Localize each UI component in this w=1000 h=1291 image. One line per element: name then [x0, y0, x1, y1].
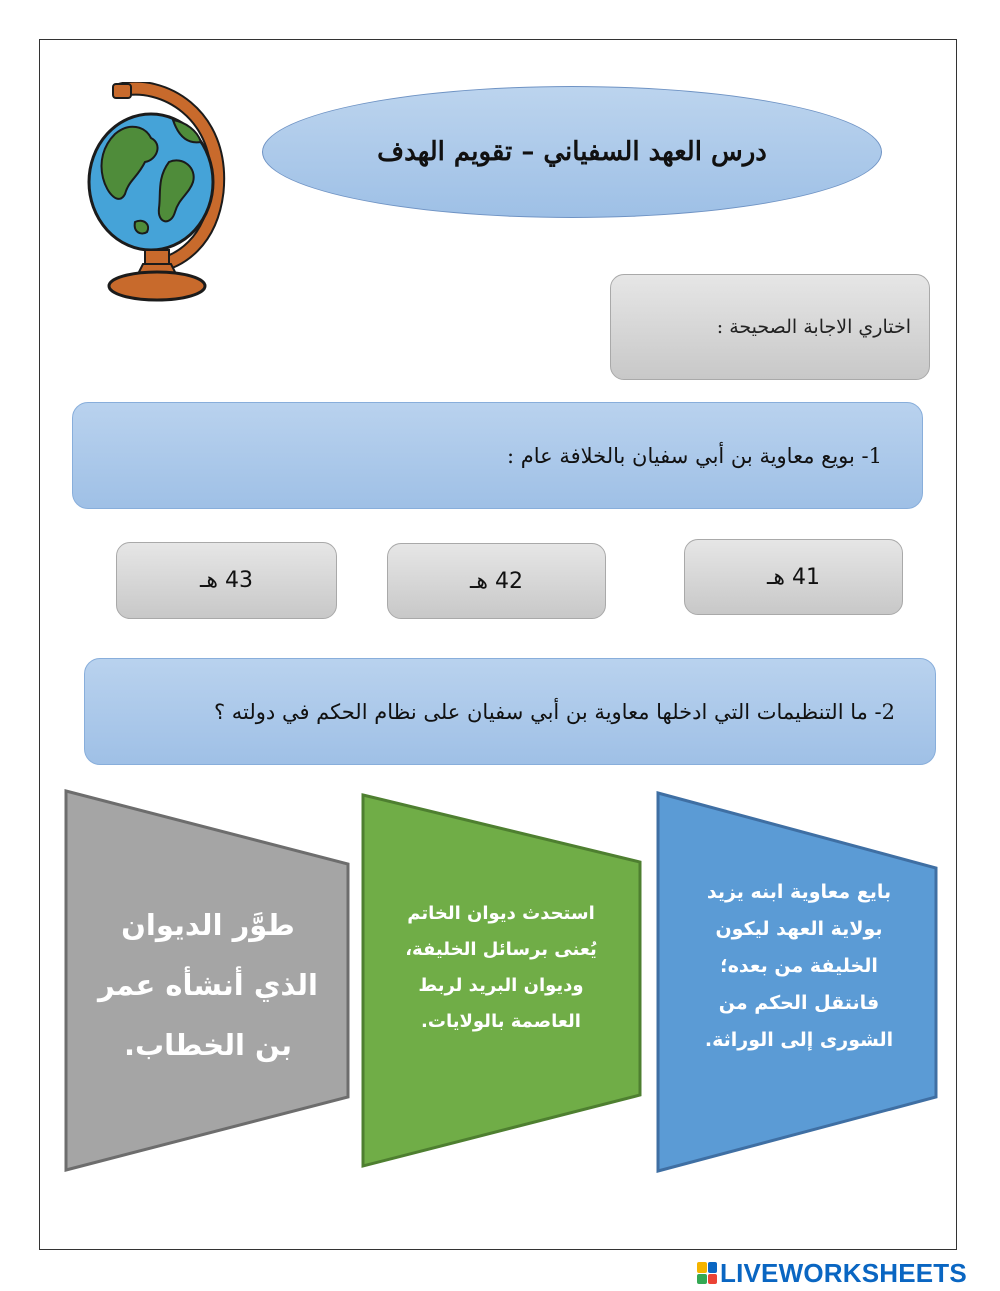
- card-line: بايع معاوية ابنه يزيد: [706, 881, 892, 903]
- card-line: بولاية العهد ليكون: [715, 918, 883, 940]
- option-label: 42 هـ: [469, 568, 524, 594]
- page-title: درس العهد السفياني – تقويم الهدف: [377, 137, 767, 167]
- card-line: الذي أنشأه عمر: [98, 968, 318, 1002]
- question-1-text: 1- بويع معاوية بن أبي سفيان بالخلافة عام :: [506, 443, 882, 468]
- option-label: 41 هـ: [766, 564, 821, 590]
- option-label: 43 هـ: [199, 568, 254, 593]
- brand-footer: [697, 1258, 967, 1288]
- card-line: استحدث ديوان الخاتم: [407, 903, 595, 924]
- card-line: يُعنى برسائل الخليفة،: [405, 939, 597, 960]
- card-line: الخليفة من بعده؛: [720, 955, 878, 977]
- question-2-text: 2- ما التنظيمات التي ادخلها معاوية بن أبي سفيان على نظام الحكم في دولته ؟: [213, 699, 895, 724]
- card-line: وديوان البريد لربط: [418, 975, 584, 996]
- card-blue-text: [680, 874, 918, 1059]
- instruction-text: اختاري الاجابة الصحيحة :: [716, 316, 911, 338]
- card-line: بن الخطاب.: [123, 1028, 293, 1062]
- card-gray-text: [84, 895, 332, 1075]
- card-line: الشورى إلى الوراثة.: [704, 1029, 894, 1051]
- brand-logo-icon: [697, 1262, 717, 1284]
- card-line: العاصمة بالولايات.: [421, 1011, 581, 1032]
- card-line: فانتقل الحكم من: [718, 992, 880, 1014]
- card-line: طوَّر الديوان: [121, 908, 295, 942]
- brand-name: LIVEWORKSHEETS: [720, 1257, 967, 1288]
- card-green-text: [375, 896, 627, 1040]
